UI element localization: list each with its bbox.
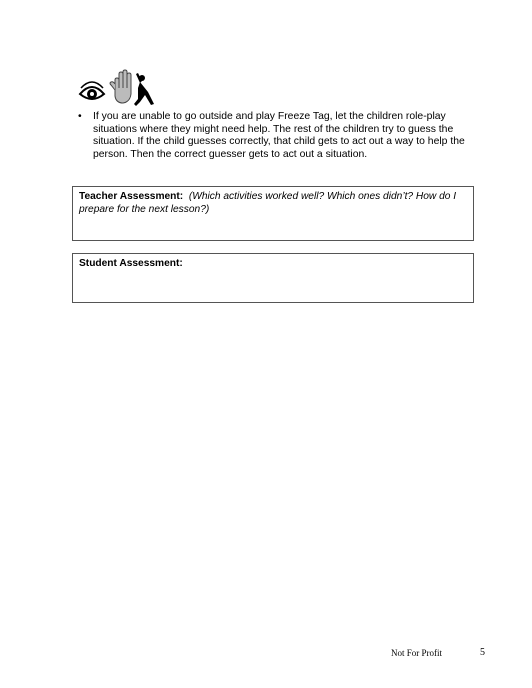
stretching-figure-icon	[134, 73, 154, 106]
hand-icon	[110, 70, 131, 103]
teacher-assessment-box	[72, 186, 474, 241]
teacher-assessment-label: Teacher Assessment:	[79, 191, 184, 202]
eye-icon	[80, 82, 104, 99]
bullet-text: If you are unable to go outside and play Freeze Tag, let the children role-play situations where they might need help. The rest of the children try to guess the situation. If the child guesses correctly, that child gets to act out a way to help the person. Then the correct guesser gets to act out a situation.	[93, 111, 465, 160]
student-assessment-label: Student Assessment:	[79, 258, 183, 269]
footer-text: Not For Profit	[391, 648, 443, 658]
bullet-marker: •	[78, 111, 82, 122]
student-assessment-box	[72, 253, 474, 303]
activity-bullet	[78, 111, 478, 161]
teacher-assessment-prompt: (Which activities worked well? Which ones didn’t? How do I prepare for the next lesson?)	[79, 191, 457, 215]
page-number: 5	[480, 647, 485, 658]
activity-icons	[78, 66, 158, 110]
